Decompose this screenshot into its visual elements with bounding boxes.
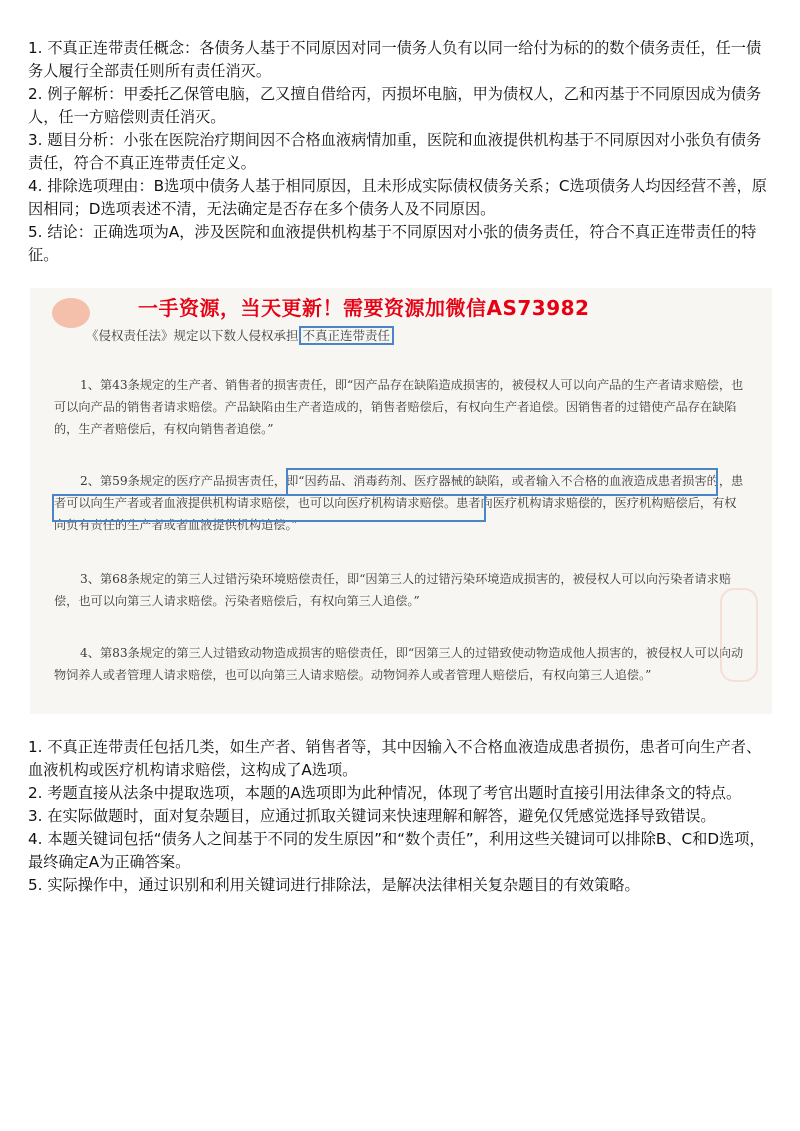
analysis-point: 5. 实际操作中，通过识别和利用关键词进行排除法，是解决法律相关复杂题目的有效策略。	[28, 876, 640, 894]
analysis-point: 1. 不真正连带责任包括几类，如生产者、销售者等，其中因输入不合格血液造成患者损伤，患者可向生产者、血液机构或医疗机构请求赔偿，这构成了A选项。	[28, 738, 762, 779]
law-entry: 3、第68条规定的第三人过错污染环境赔偿责任，即“因第三人的过错污染环境造成损害的，被侵权人可以向污染者请求赔偿，也可以向第三人请求赔偿。污染者赔偿后，有权向第三人追偿。”	[54, 572, 732, 608]
summary-point: 2. 例子解析：甲委托乙保管电脑，乙又擅自借给丙，丙损坏电脑，甲为债权人，乙和丙基于不同原因成为债务人，任一方赔偿则责任消灭。	[28, 85, 762, 126]
analysis-point: 3. 在实际做题时，面对复杂题目，应通过抓取关键词来快速理解和解答，避免仅凭感觉选择导致错误。	[28, 807, 716, 825]
law-entry: 2、第59条规定的医疗产品损害责任，即“因药品、消毒药剂、医疗器械的缺陷，或者输入不合格的血液造成患者损害的，患者可以向生产者或者血液提供机构请求赔偿，也可以向医疗机构请求赔偿。患者向医疗机构请求赔偿的，医疗机构赔偿后，有权向负有责任的生产者或者血液提供机构追偿。”	[54, 474, 744, 532]
summary-point: 1. 不真正连带责任概念：各债务人基于不同原因对同一债务人负有以同一给付为标的的数个债务责任，任一债务人履行全部责任则所有责任消灭。	[28, 39, 762, 80]
law-excerpt-image	[30, 288, 772, 714]
summary-point: 3. 题目分析：小张在医院治疗期间因不合格血液病情加重，医院和血液提供机构基于不同原因对小张负有债务责任，符合不真正连带责任定义。	[28, 131, 762, 172]
analysis-point: 4. 本题关键词包括“债务人之间基于不同的发生原因”和“数个责任”，利用这些关键词可以排除B、C和D选项，最终确定A为正确答案。	[28, 830, 765, 871]
excerpt-heading	[86, 326, 394, 344]
summary-point: 4. 排除选项理由：B选项中债务人基于相同原因，且未形成实际债权债务关系；C选项债务人均因经营不善，原因相同；D选项表述不清，无法确定是否存在多个债务人及不同原因。	[28, 177, 767, 218]
heading-highlight: 不真正连带责任	[299, 326, 395, 345]
promo-banner: 一手资源，当天更新！需要资源加微信AS73982	[138, 296, 590, 320]
summary-point: 5. 结论：正确选项为A，涉及医院和血液提供机构基于不同原因对小张的债务责任，符合不真正连带责任的特征。	[28, 223, 757, 264]
highlight-box	[286, 468, 718, 496]
heading-prefix: 《侵权责任法》规定以下数人侵权承担	[86, 328, 299, 343]
analysis-section	[28, 736, 772, 897]
analysis-point: 2. 考题直接从法条中提取选项，本题的A选项即为此种情况，体现了考官出题时直接引用法律条文的特点。	[28, 784, 742, 802]
summary-section	[28, 37, 772, 267]
watermark-logo-icon	[52, 298, 90, 328]
watermark-icon	[720, 588, 758, 682]
highlight-box	[52, 494, 486, 522]
law-entry: 4、第83条规定的第三人过错致动物造成损害的赔偿责任，即“因第三人的过错致使动物造成他人损害的，被侵权人可以向动物饲养人或者管理人请求赔偿，也可以向第三人请求赔偿。动物饲养人或者管理人赔偿后，有权向第三人追偿。”	[54, 646, 744, 682]
law-entry: 1、第43条规定的生产者、销售者的损害责任，即“因产品存在缺陷造成损害的，被侵权人可以向产品的生产者请求赔偿，也可以向产品的销售者请求赔偿。产品缺陷由生产者造成的，销售者赔偿后，有权向生产者追偿。因销售者的过错使产品存在缺陷的，生产者赔偿后，有权向销售者追偿。”	[54, 378, 744, 436]
